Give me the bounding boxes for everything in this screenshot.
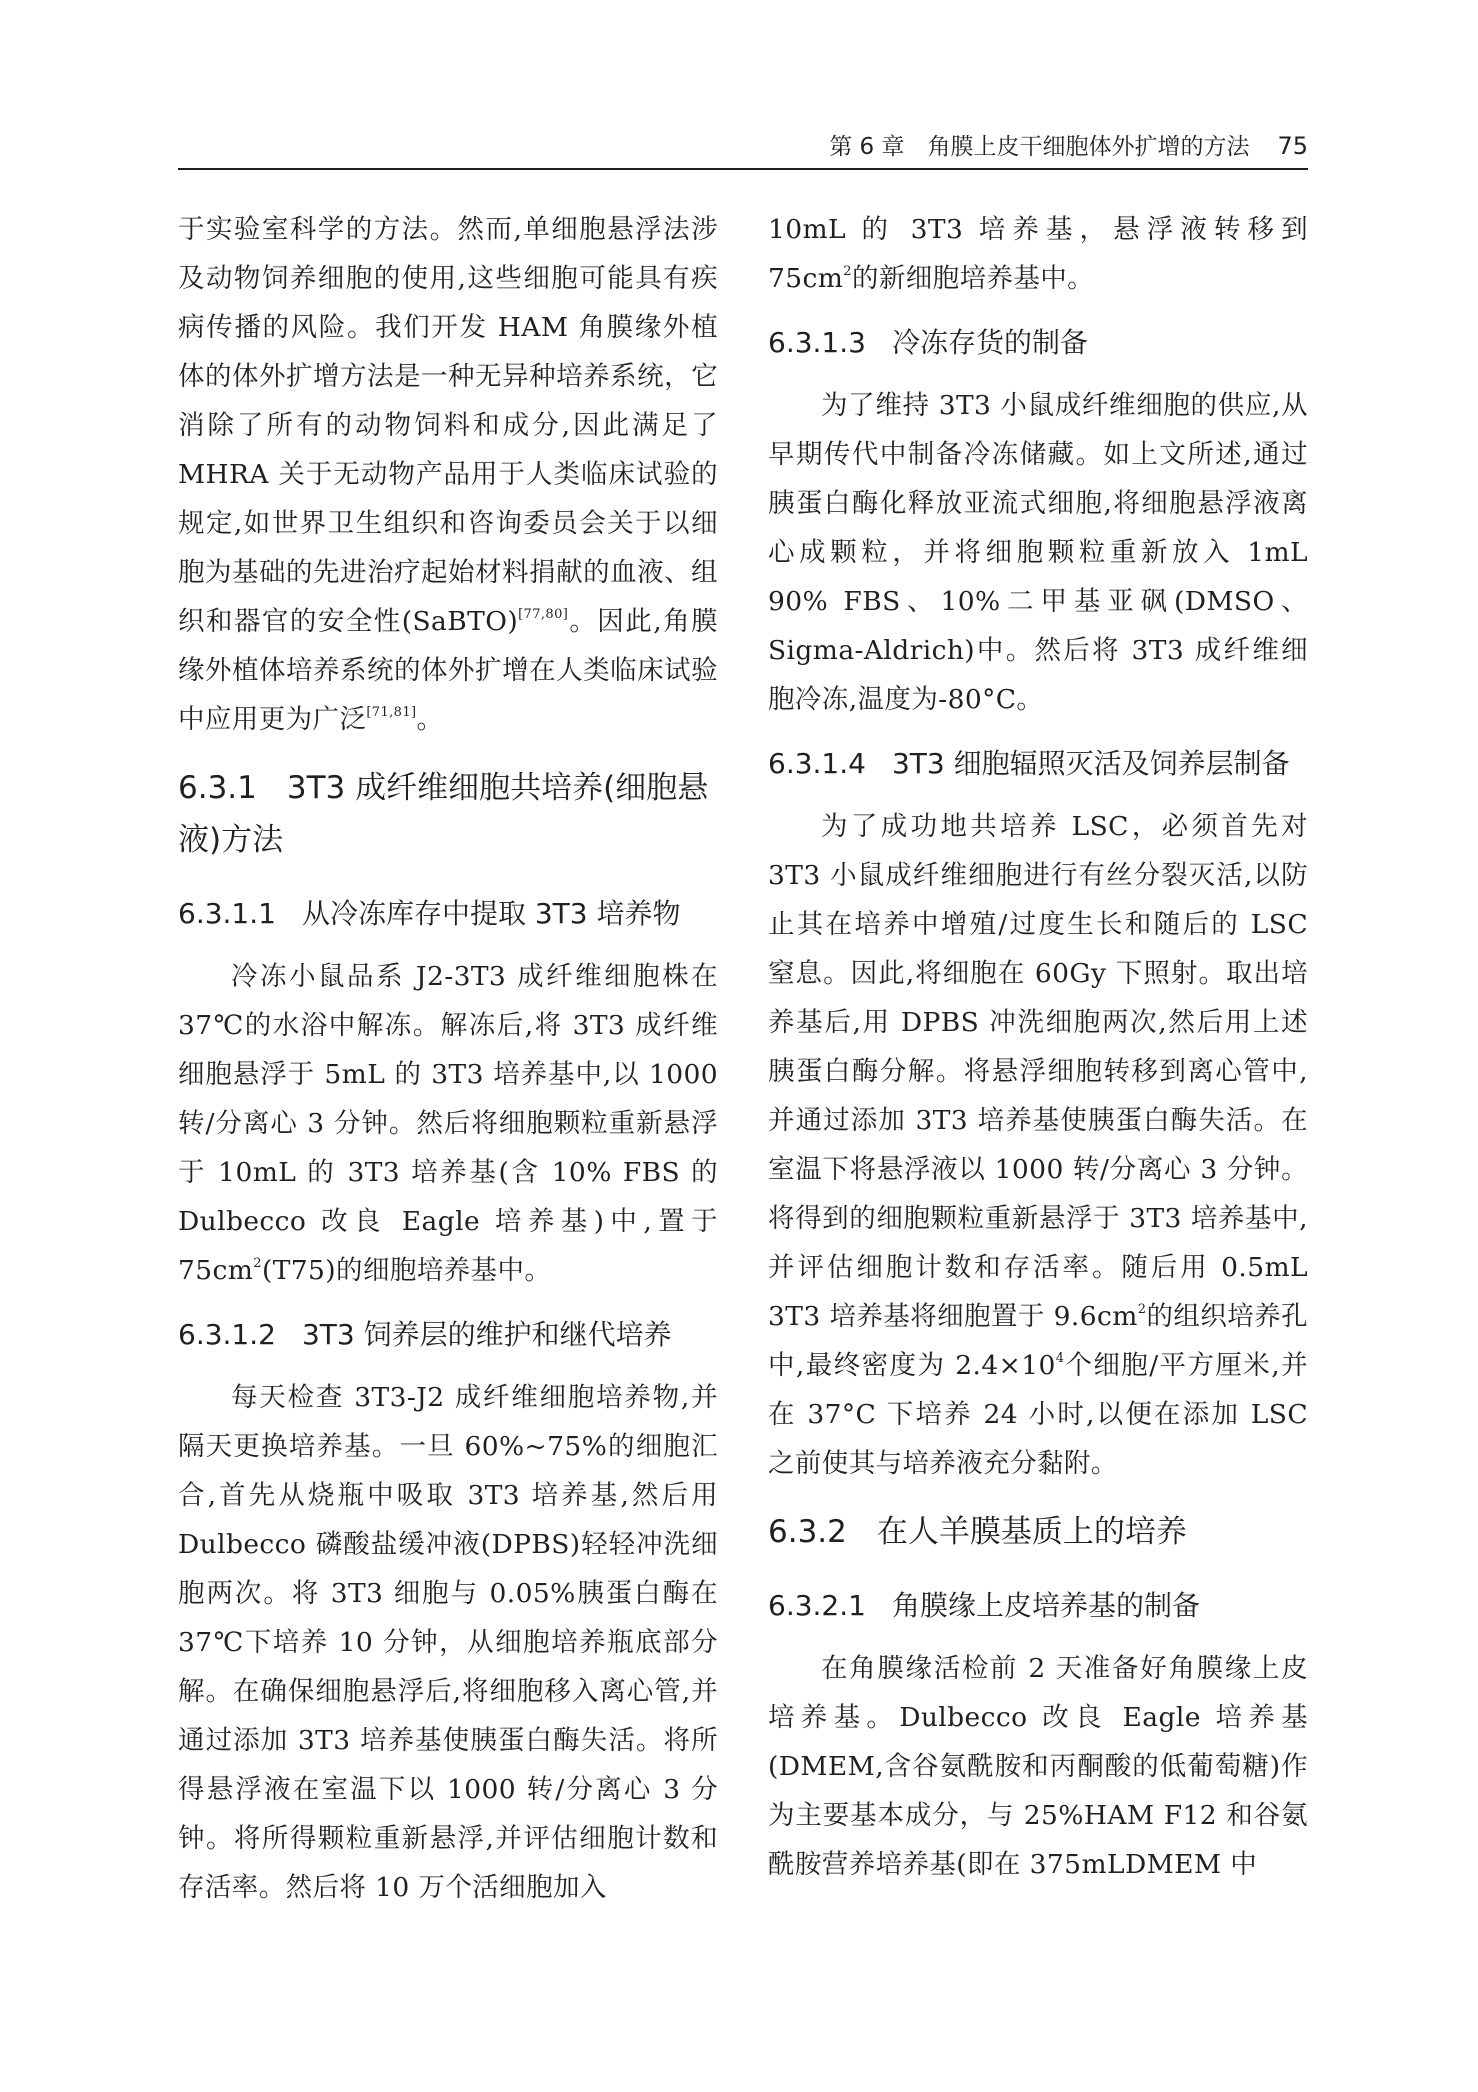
superscript: 2	[253, 1256, 262, 1271]
paragraph: 每天检查 3T3-J2 成纤维细胞培养物,并隔天更换培养基。一旦 60%~75%的细胞汇合,首先从烧瓶中吸取 3T3 培养基,然后用 Dulbecco 磷酸盐缓冲液(DPBS)轻轻冲洗细胞两次。将 3T3 细胞与 0.05%胰蛋白酶在 37℃下培养 10 分钟，从细胞培养瓶底部分解。在确保细胞悬浮后,将细胞移入离心管,并通过添加 3T3 培养基使胰蛋白酶失活。将所得悬浮液在室温下以 1000 转/分离心 3 分钟。将所得颗粒重新悬浮,并评估细胞计数和存活率。然后将 10 万个活细胞加入	[178, 1382, 718, 1903]
subsection-heading: 6.3.1.1 从冷冻库存中提取 3T3 培养物	[178, 897, 681, 930]
subsection-heading: 6.3.2.1 角膜缘上皮培养基的制备	[768, 1589, 1200, 1622]
section-heading: 6.3.2 在人羊膜基质上的培养	[768, 1514, 1187, 1550]
right-column	[768, 205, 1308, 1889]
paragraph: 冷冻小鼠品系 J2-3T3 成纤维细胞株在 37℃的水浴中解冻。解冻后,将 3T3 成纤维细胞悬浮于 5mL 的 3T3 培养基中,以 1000 转/分离心 3 分钟。然后将细胞颗粒重新悬浮于 10mL 的 3T3 培养基(含 10% FBS 的 Dulbecco 改良 Eagle 培养基)中,置于 $75cm^2(T75)$的细胞培养基中。	[178, 961, 718, 1286]
paragraph: 在角膜缘活检前 2 天准备好角膜缘上皮培养基。Dulbecco 改良 Eagle 培养基(DMEM,含谷氨酰胺和丙酮酸的低葡萄糖)作为主要基本成分，与 25%HAM F12 和谷氨酰胺营养培养基(即在 375mLDMEM 中	[768, 1653, 1308, 1880]
subsection-heading: 6.3.1.3 冷冻存货的制备	[768, 326, 1088, 359]
section-heading: 6.3.1 3T3 成纤维细胞共培养(细胞悬液)方法	[178, 770, 709, 858]
paragraph: 为了成功地共培养 LSC，必须首先对 3T3 小鼠成纤维细胞进行有丝分裂灭活,以防止其在培养中增殖/过度生长和随后的 LSC 窒息。因此,将细胞在 60Gy 下照射。取出培养基后,用 DPBS 冲洗细胞两次,然后用上述胰蛋白酶分解。将悬浮细胞转移到离心管中,并通过添加 3T3 培养基使胰蛋白酶失活。在室温下将悬浮液以 1000 转/分离心 3 分钟。将得到的细胞颗粒重新悬浮于 3T3 培养基中,并评估细胞计数和存活率。随后用 0.5mL 3T3 培养基将细胞置于 $9.6cm^2$的组织培养孔中,最终密度为 $2.4\times 10^4$个细胞/平方厘米,并在 37°C 下培养 24 小时,以便在添加 LSC 之前使其与培养液充分黏附。	[768, 811, 1308, 1479]
header-rule	[178, 168, 1308, 170]
paragraph: 为了维持 3T3 小鼠成纤维细胞的供应,从早期传代中制备冷冻储藏。如上文所述,通过胰蛋白酶化释放亚流式细胞,将细胞悬浮液离心成颗粒，并将细胞颗粒重新放入 1mL 90% FBS、10%二甲基亚砜(DMSO、Sigma-Aldrich)中。然后将 3T3 成纤维细胞冷冻,温度为-80°C。	[768, 390, 1308, 715]
paragraph: 10mL 的 3T3 培养基，悬浮液转移到 $75cm^2$的新细胞培养基中。	[768, 214, 1308, 294]
superscript: 2	[843, 264, 852, 279]
citation: [77,80]	[518, 607, 569, 622]
page-number: 75	[1277, 132, 1308, 160]
paragraph: 于实验室科学的方法。然而,单细胞悬浮法涉及动物饲养细胞的使用,这些细胞可能具有疾病传播的风险。我们开发 HAM 角膜缘外植体的体外扩增方法是一种无异种培养系统，它消除了所有的动物饲料和成分,因此满足了 MHRA 关于无动物产品用于人类临床试验的规定,如世界卫生组织和咨询委员会关于以细胞为基础的先进治疗起始材料捐献的血液、组织和器官的安全性(SaBTO)[77,80]。因此,角膜缘外植体培养系统的体外扩增在人类临床试验中应用更为广泛[71,81]。	[178, 214, 718, 735]
superscript: 4	[1055, 1351, 1065, 1366]
left-column	[178, 205, 718, 1912]
chapter-title: 第 6 章 角膜上皮干细胞体外扩增的方法	[829, 134, 1250, 160]
subsection-heading: 6.3.1.4 3T3 细胞辐照灭活及饲养层制备	[768, 747, 1290, 780]
running-head	[178, 126, 1308, 166]
superscript: 2	[1137, 1302, 1147, 1317]
citation: [71,81]	[366, 705, 417, 720]
subsection-heading: 6.3.1.2 3T3 饲养层的维护和继代培养	[178, 1318, 672, 1351]
